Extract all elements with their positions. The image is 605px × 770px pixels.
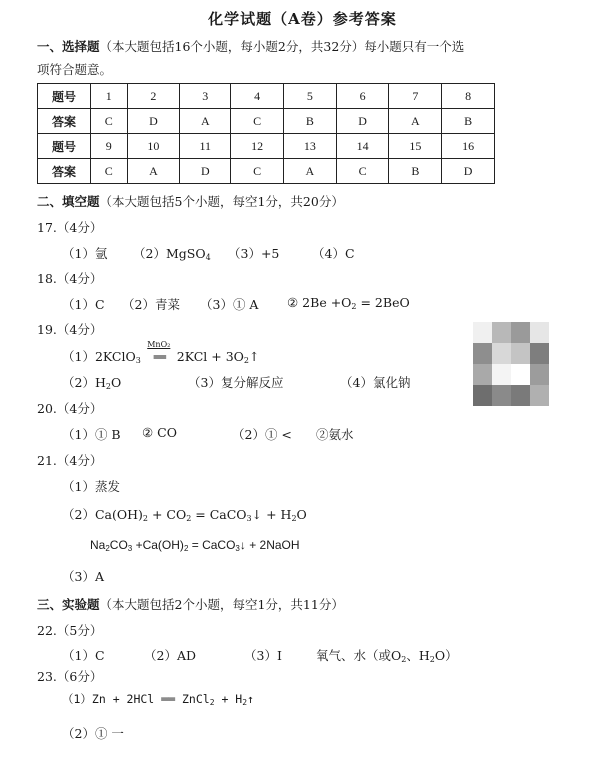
- page-title: 化学试题（A卷）参考答案: [208, 10, 397, 28]
- q19-label: 19.（4分）: [37, 322, 103, 337]
- q22-p3: （3）I: [244, 648, 282, 663]
- table-cell: 9: [91, 134, 128, 159]
- section1-line1: [37, 37, 464, 55]
- eq-text: = CaCO: [191, 507, 247, 522]
- table-cell: A: [180, 109, 231, 134]
- q17-p4: （4）C: [312, 246, 355, 261]
- q18-p3: （3）① A: [200, 297, 259, 312]
- q19-eq-text: （1）2KClO: [62, 349, 136, 364]
- q19-p3: （3）复分解反应: [188, 375, 284, 390]
- table-row: [38, 134, 495, 159]
- q17-p2-text: （2）MgSO: [133, 246, 206, 261]
- section2-desc: （本大题包括5个小题，每空1分，共20分）: [99, 194, 344, 209]
- table-cell: 7: [389, 84, 442, 109]
- q17-label: 17.（4分）: [37, 220, 103, 235]
- q21-label: 21.（4分）: [37, 453, 103, 468]
- q17-p2: [133, 244, 211, 262]
- q20-p2b: ②氨水: [316, 427, 354, 442]
- section2-line: [37, 192, 344, 210]
- section3-line: [37, 595, 344, 613]
- table-row: [38, 109, 495, 134]
- table-cell: C: [91, 109, 128, 134]
- section1-heading: 一、选择题: [37, 39, 100, 54]
- eq-text: + CO: [147, 507, 187, 522]
- table-cell: 6: [336, 84, 389, 109]
- table-cell: 1: [91, 84, 128, 109]
- table-cell: A: [283, 159, 336, 184]
- q19-eq-text2: 2KCl + 3O: [176, 349, 244, 364]
- table-row: [38, 84, 495, 109]
- q19-eq-arrow: ↑: [249, 349, 260, 364]
- table-cell: A: [389, 109, 442, 134]
- table-cell: D: [180, 159, 231, 184]
- q22-p4-text2: 、H: [406, 648, 430, 663]
- q19-p2: [62, 373, 121, 391]
- q18-p4-text2: = 2BeO: [356, 295, 410, 310]
- q23-p2: （2）① 一: [62, 726, 124, 741]
- table-cell: D: [442, 159, 495, 184]
- table-header-cell: 题号: [38, 84, 91, 109]
- table-cell: D: [336, 109, 389, 134]
- eq-text: ↓ + 2NaOH: [239, 538, 300, 552]
- reaction-condition: [145, 340, 173, 364]
- q22-p4-text: 氧气、水（或O: [316, 648, 402, 663]
- q21-p3: （3）A: [62, 569, 104, 584]
- eq-text: +Ca(OH): [132, 538, 184, 552]
- q17-p3: （3）+5: [228, 246, 280, 261]
- q17-p2-sub: 4: [205, 253, 211, 262]
- eq-sub: 2: [186, 514, 192, 523]
- q22-p4: [316, 646, 458, 664]
- table-cell: B: [283, 109, 336, 134]
- section1-desc-line2: 项符合题意。: [37, 62, 113, 77]
- table-cell: 15: [389, 134, 442, 159]
- table-header-cell: 答案: [38, 109, 91, 134]
- q18-p4-sub: 2: [351, 302, 357, 311]
- q20-p1b: ② CO: [142, 425, 177, 440]
- eq-sub: 3: [246, 514, 252, 523]
- q21-eq1: [62, 505, 307, 523]
- table-cell: B: [389, 159, 442, 184]
- q23-label: 23.（6分）: [37, 669, 103, 684]
- q22-p4-sub2: 2: [429, 655, 435, 664]
- q17-p1: （1）氩: [62, 246, 108, 261]
- section3-heading: 三、实验题: [37, 597, 100, 612]
- q22-p1: （1）C: [62, 648, 105, 663]
- q22-p4-sub: 2: [401, 655, 407, 664]
- table-header-cell: 答案: [38, 159, 91, 184]
- q19-p2-sub: 2: [105, 382, 111, 391]
- q19-p4: （4）氯化钠: [340, 375, 411, 390]
- table-cell: 12: [231, 134, 284, 159]
- table-cell: 16: [442, 134, 495, 159]
- q18-p4: [287, 295, 410, 311]
- q19-equation: [62, 340, 260, 365]
- eq-text: Na: [90, 538, 106, 552]
- equals-arrow: ══: [153, 350, 165, 364]
- eq-text: + H: [214, 692, 243, 706]
- section3-desc: （本大题包括2个小题，每空1分，共11分）: [99, 597, 344, 612]
- pixelated-qr-code: [473, 322, 549, 406]
- eq-sub: 2: [183, 544, 189, 553]
- table-header-cell: 题号: [38, 134, 91, 159]
- q23-equation: [62, 691, 254, 707]
- q20-label: 20.（4分）: [37, 401, 103, 416]
- eq-text: CO: [109, 538, 128, 552]
- q18-p4-text: ② 2Be +O: [287, 295, 352, 310]
- catalyst-label: MnO₂: [147, 340, 171, 349]
- q19-p2-text: （2）H: [62, 375, 106, 390]
- table-cell: 8: [442, 84, 495, 109]
- q21-eq2: [90, 538, 300, 553]
- q20-p2: （2）① <: [232, 427, 292, 442]
- table-cell: A: [127, 159, 180, 184]
- table-cell: 11: [180, 134, 231, 159]
- q21-p1: （1）蒸发: [62, 479, 120, 494]
- q19-p2-text2: O: [110, 375, 122, 390]
- eq-text: （1）Zn + 2HCl: [62, 692, 155, 706]
- eq-sub: 2: [105, 544, 110, 553]
- eq-sub: 2: [291, 514, 297, 523]
- eq-text: ZnCl: [181, 692, 210, 706]
- eq-text: ↑: [247, 692, 254, 706]
- q20-p1: （1）① B: [62, 427, 121, 442]
- table-cell: C: [91, 159, 128, 184]
- eq-text: （2）Ca(OH): [62, 507, 143, 522]
- eq-sub: 2: [209, 698, 215, 707]
- q22-p4-text3: O）: [434, 648, 458, 663]
- q18-p2: （2）青菜: [122, 297, 180, 312]
- table-cell: C: [231, 159, 284, 184]
- q19-eq-sub2: 2: [243, 356, 250, 365]
- eq-sub: 2: [142, 514, 148, 523]
- q18-label: 18.（4分）: [37, 271, 103, 286]
- eq-text: O: [296, 507, 307, 522]
- table-cell: C: [336, 159, 389, 184]
- q19-eq-sub: 3: [135, 356, 141, 365]
- section1-desc: （本大题包括16个小题，每小题2分，共32分）每小题只有一个选: [99, 39, 465, 54]
- table-cell: C: [231, 109, 284, 134]
- table-cell: 10: [127, 134, 180, 159]
- answer-table: [37, 83, 495, 184]
- eq-text: = CaCO: [188, 538, 236, 552]
- table-cell: 13: [283, 134, 336, 159]
- eq-sub: 3: [235, 544, 240, 553]
- q18-p1: （1）C: [62, 297, 105, 312]
- section2-heading: 二、填空题: [37, 194, 100, 209]
- table-cell: B: [442, 109, 495, 134]
- table-cell: D: [127, 109, 180, 134]
- q22-p2: （2）AD: [144, 648, 197, 663]
- table-cell: 5: [283, 84, 336, 109]
- q22-label: 22.（5分）: [37, 623, 103, 638]
- equals-sign: ══: [161, 692, 176, 706]
- eq-text: ↓ + H: [251, 507, 292, 522]
- table-cell: 2: [127, 84, 180, 109]
- eq-sub: 2: [242, 698, 248, 707]
- table-cell: 14: [336, 134, 389, 159]
- eq-sub: 3: [127, 544, 133, 553]
- table-cell: 4: [231, 84, 284, 109]
- table-cell: 3: [180, 84, 231, 109]
- table-row: [38, 159, 495, 184]
